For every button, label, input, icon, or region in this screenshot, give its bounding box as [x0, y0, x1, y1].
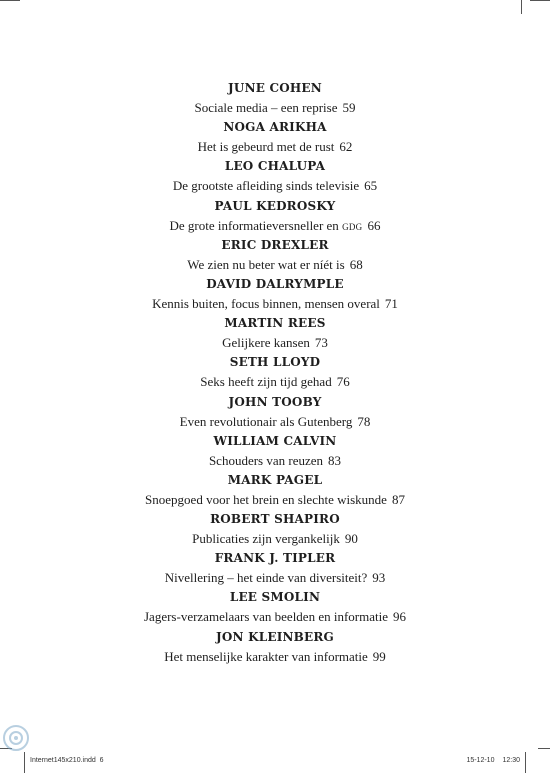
- toc-entry: [0, 237, 550, 276]
- essay-title: De grote informatieversneller en: [169, 217, 339, 233]
- essay-title: Sociale media – een reprise: [194, 100, 338, 115]
- toc-entry: [0, 511, 550, 550]
- slug-page: 6: [99, 757, 104, 764]
- shop-watermark-icon: [2, 724, 30, 752]
- crop-mark-bottom-left-vertical: [24, 752, 25, 773]
- toc-entry: [0, 198, 550, 237]
- author-name: ROBERT SHAPIRO: [210, 512, 340, 527]
- essay-line: [0, 177, 550, 194]
- essay-line: [0, 373, 550, 390]
- essay-title-smallcaps: GDG: [342, 221, 363, 232]
- essay-title: Seks heeft zijn tijd gehad: [200, 374, 332, 390]
- essay-title: Het is gebeurd met de rust: [197, 139, 335, 155]
- crop-mark-bottom-right: [538, 748, 550, 749]
- toc-entry: [0, 80, 550, 119]
- essay-line: [0, 256, 550, 273]
- author-name: MARK PAGEL: [227, 472, 323, 487]
- essay-title: De grootste afleiding sinds televisie: [172, 178, 360, 194]
- author-name: MARTIN REES: [224, 316, 326, 331]
- toc-entry: [0, 433, 550, 472]
- page-number: 83: [328, 452, 342, 468]
- essay-title: Publicaties zijn vergankelijk: [192, 531, 340, 547]
- page-number: 87: [391, 491, 405, 507]
- author-name: PAUL KEDROSKY: [214, 198, 336, 213]
- essay-title: We zien nu beter wat er níét is: [187, 256, 345, 272]
- essay-title: Even revolutionair als Gutenberg: [179, 413, 353, 429]
- essay-title: Snoepgoed voor het brein en slechte wiskunde: [145, 491, 387, 507]
- essay-line: [0, 569, 550, 586]
- essay-line: [0, 217, 550, 234]
- author-name: DAVID DALRYMPLE: [206, 276, 344, 291]
- author-name: LEO CHALUPA: [224, 159, 326, 174]
- page-number: 76: [336, 374, 350, 390]
- toc-entry: [0, 315, 550, 354]
- author-name: JON KLEINBERG: [216, 629, 334, 644]
- essay-line: [0, 295, 550, 312]
- toc-entry: [0, 119, 550, 158]
- author-name: NOGA ARIKHA: [223, 120, 327, 135]
- essay-title: Het menselijke karakter van informatie: [164, 648, 368, 664]
- page-number: 99: [372, 648, 386, 664]
- page-number: 66: [367, 217, 381, 233]
- author-name: LEE SMOLIN: [229, 590, 321, 605]
- toc-entry: [0, 276, 550, 315]
- toc-entry: [0, 629, 550, 668]
- print-slug-timestamp: [466, 757, 520, 764]
- essay-line: [0, 491, 550, 508]
- author-name: ERIC DREXLER: [221, 237, 329, 252]
- essay-title: Schouders van reuzen: [208, 452, 324, 468]
- print-slug-file: [30, 757, 104, 764]
- essay-line: [0, 138, 550, 155]
- author-name: FRANK J. TIPLER: [214, 551, 336, 566]
- essay-line: [0, 608, 550, 625]
- crop-mark-bottom-right-vertical: [525, 752, 526, 773]
- page-number: 73: [314, 335, 328, 351]
- essay-title: Kennis buiten, focus binnen, mensen overal: [152, 295, 380, 311]
- author-name: SETH LLOYD: [229, 355, 321, 370]
- toc-entry: [0, 394, 550, 433]
- page-number: 65: [364, 178, 378, 194]
- author-name: JOHN TOOBY: [228, 394, 322, 409]
- page-number: 68: [349, 256, 363, 272]
- crop-mark-top-right: [530, 0, 550, 1]
- essay-line: [0, 452, 550, 469]
- essay-title: Jagers-verzamelaars van beelden en informatie: [144, 609, 388, 625]
- page-number: 59: [342, 100, 356, 115]
- crop-mark-top-left: [0, 0, 20, 1]
- essay-line: [0, 99, 550, 116]
- essay-title: Gelijkere kansen: [222, 335, 310, 351]
- page-number: 90: [344, 531, 358, 547]
- toc-entry: [0, 472, 550, 511]
- toc-entry: [0, 589, 550, 628]
- toc-entry: [0, 158, 550, 197]
- toc-entry: [0, 354, 550, 393]
- page-number: 62: [339, 139, 353, 155]
- crop-mark-top-right-vertical: [521, 0, 522, 14]
- page-number: 78: [357, 413, 371, 429]
- page-number: 71: [384, 295, 398, 311]
- author-name: WILLIAM CALVIN: [213, 433, 337, 448]
- page-number: 93: [372, 570, 386, 586]
- toc-entry: [0, 550, 550, 589]
- essay-line: [0, 413, 550, 430]
- essay-line: [0, 530, 550, 547]
- page-number: 96: [393, 609, 406, 625]
- author-name: JUNE COHEN: [228, 81, 322, 95]
- table-of-contents: [0, 80, 550, 668]
- slug-time: 12:30: [502, 757, 520, 764]
- essay-line: [0, 648, 550, 665]
- slug-date: 15-12-10: [466, 757, 495, 764]
- slug-filename: Internet145x210.indd: [30, 757, 96, 764]
- essay-line: [0, 334, 550, 351]
- essay-title: Nivellering – het einde van diversiteit?: [164, 570, 368, 586]
